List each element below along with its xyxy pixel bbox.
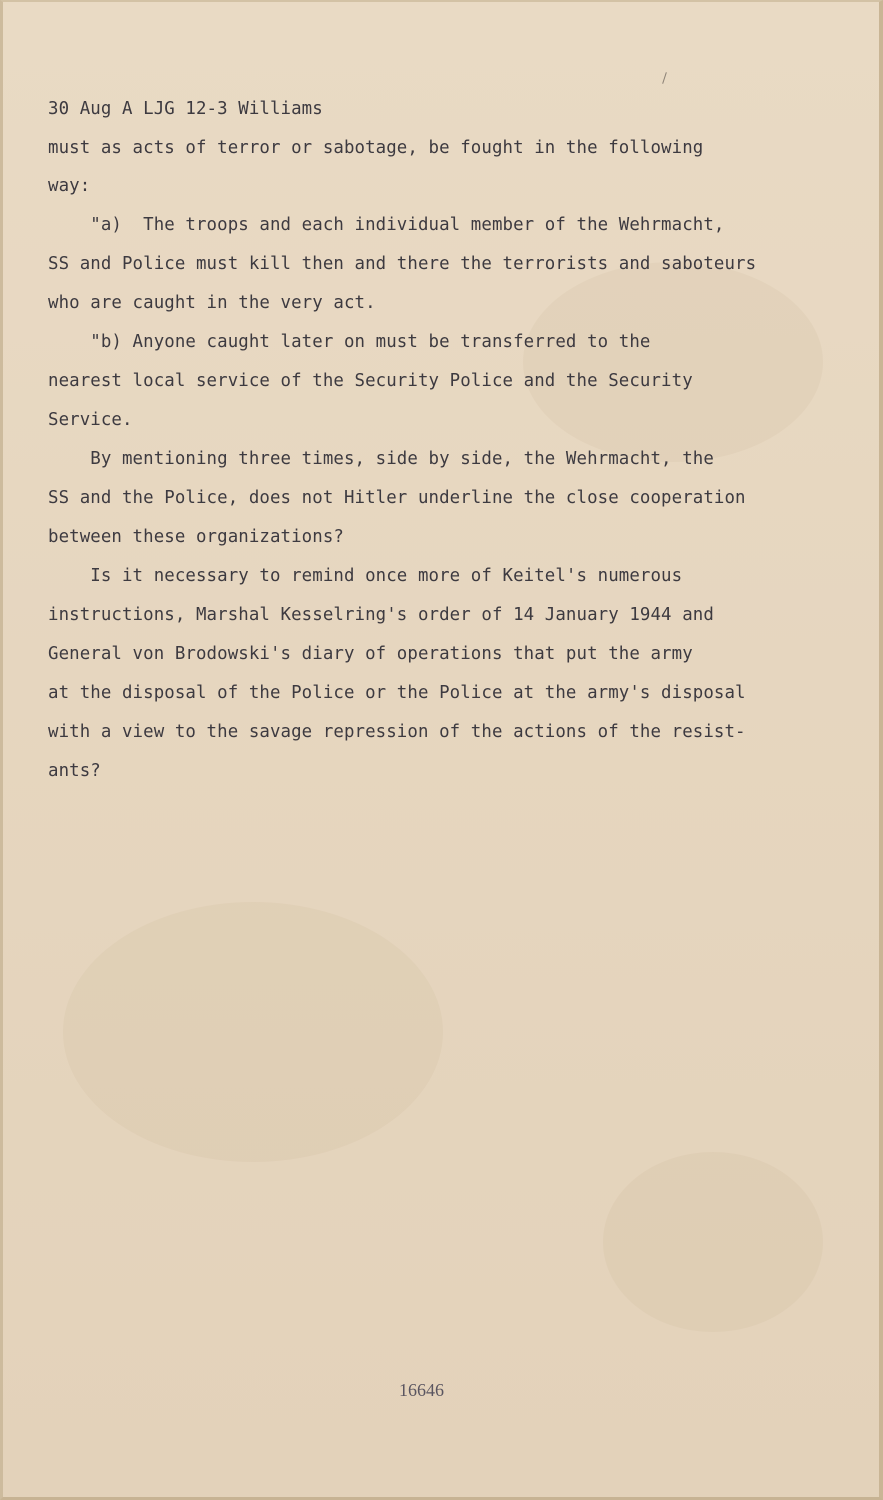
text-line: "a) The troops and each individual member of the Wehrmacht, [48,215,725,235]
text-line: way: [48,176,91,196]
text-line: nearest local service of the Security Police and the Security [48,371,693,391]
text-line: SS and the Police, does not Hitler underline the close cooperation [48,488,746,508]
text-line: between these organizations? [48,527,344,547]
text-line: Is it necessary to remind once more of Keitel's numerous [48,566,683,586]
text-line: ants? [48,761,101,781]
text-line: at the disposal of the Police or the Police at the army's disposal [48,683,746,703]
text-line: instructions, Marshal Kesselring's order of 14 January 1944 and [48,605,714,625]
text-line: By mentioning three times, side by side, the Wehrmacht, the [48,449,714,469]
text-line: must as acts of terror or sabotage, be fought in the following [48,138,704,158]
text-line: with a view to the savage repression of the actions of the resist- [48,722,746,742]
document-header: 30 Aug A LJG 12-3 Williams [48,99,323,119]
pencil-mark [662,72,667,84]
text-line: Service. [48,410,133,430]
text-line: General von Brodowski's diary of operations that put the army [48,644,693,664]
text-line: "b) Anyone caught later on must be transferred to the [48,332,651,352]
page-number: 16646 [399,1380,444,1400]
text-line: SS and Police must kill then and there the terrorists and saboteurs [48,254,757,274]
text-line: who are caught in the very act. [48,293,376,313]
